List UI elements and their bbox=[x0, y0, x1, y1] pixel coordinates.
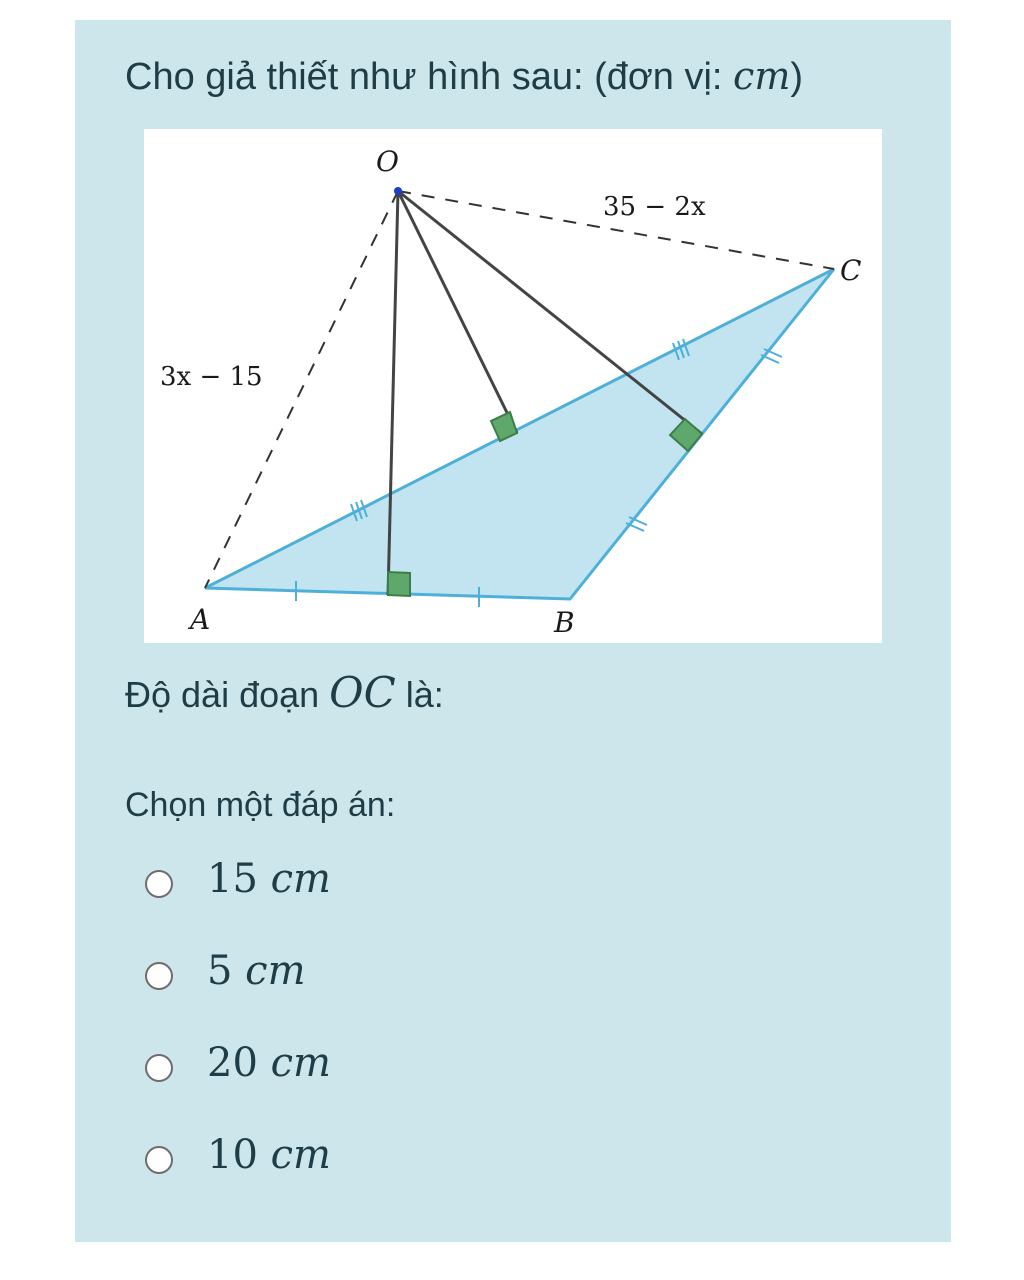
question-title bbox=[125, 54, 803, 99]
perpendicular-bc bbox=[398, 191, 702, 434]
question-text: Cho giả thiết như hình sau: (đơn vị: bbox=[125, 56, 734, 98]
segment-name: OC bbox=[329, 668, 396, 717]
question-close: ) bbox=[790, 56, 804, 98]
radio-button[interactable] bbox=[145, 870, 173, 898]
radio-button[interactable] bbox=[145, 1054, 173, 1082]
answer-options bbox=[141, 840, 561, 1208]
geometry-svg bbox=[144, 129, 882, 643]
label-b: B bbox=[554, 606, 575, 639]
label-o: O bbox=[376, 145, 399, 178]
option-2[interactable] bbox=[141, 932, 561, 1024]
option-label: 5 cm bbox=[207, 948, 306, 994]
radio-button[interactable] bbox=[145, 962, 173, 990]
label-a: A bbox=[190, 603, 211, 636]
right-angle-ab bbox=[388, 572, 410, 596]
choose-label: Chọn một đáp án: bbox=[125, 786, 396, 824]
triangle-abc bbox=[205, 269, 834, 599]
geometry-figure bbox=[144, 129, 882, 643]
point-o bbox=[394, 187, 402, 195]
label-oc-length: 35 − 2x bbox=[603, 192, 706, 222]
unit-text: cm bbox=[733, 54, 791, 98]
question-card bbox=[75, 20, 951, 1242]
option-label: 10 cm bbox=[207, 1132, 331, 1178]
prompt-text: Độ dài đoạn bbox=[125, 674, 330, 715]
perpendicular-ac bbox=[398, 191, 517, 433]
option-label: 20 cm bbox=[207, 1040, 331, 1086]
prompt-suffix: là: bbox=[395, 674, 444, 715]
label-c: C bbox=[840, 254, 862, 287]
radio-button[interactable] bbox=[145, 1146, 173, 1174]
option-1[interactable] bbox=[141, 840, 561, 932]
question-prompt bbox=[125, 668, 444, 717]
option-label: 15 cm bbox=[207, 856, 331, 902]
label-oa-length: 3x − 15 bbox=[160, 362, 263, 392]
option-4[interactable] bbox=[141, 1116, 561, 1208]
option-3[interactable] bbox=[141, 1024, 561, 1116]
